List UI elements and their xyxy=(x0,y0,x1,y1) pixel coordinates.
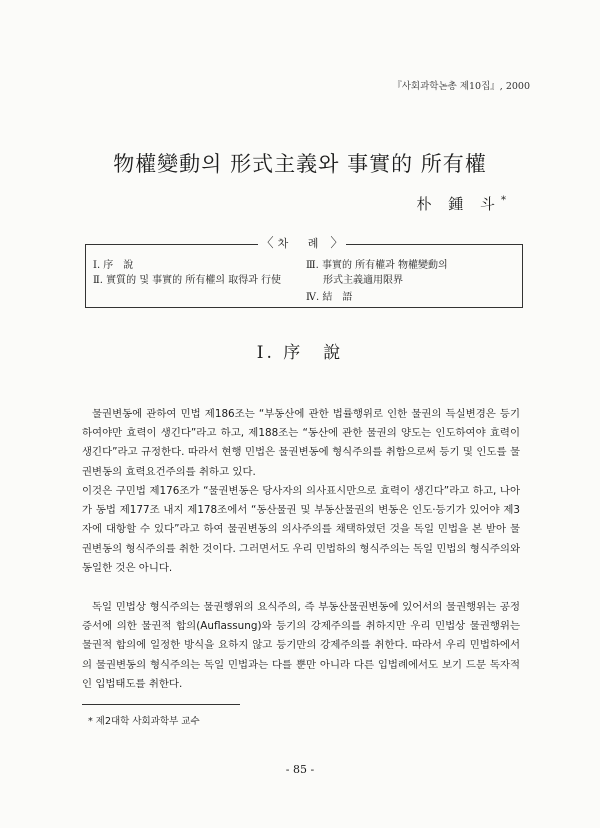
paper-title: 物權變動의 形式主義와 事實的 所有權 xyxy=(113,152,487,176)
journal-reference: 『사회과학논총 제10집』, 2000 xyxy=(392,81,530,92)
toc-item-1: Ⅰ. 序 說 xyxy=(93,260,134,271)
footnote: * 제2대학 사회과학부 교수 xyxy=(88,716,200,727)
body-paragraph-3: 독일 민법상 형식주의는 물권행위의 요식주의, 즉 부동산물권변동에 있어서의 물권행위는 공정증서에 의한 물권적 합의(Auflassung)와 등기의 강제주의를 취하지만 우리 민법상 물권행위는 물권적 합의에 일정한 방식을 요하지 않고 등기만의 강제주의를 취한다. 따라서 우리 민법하에서의 물권변동의 형식주의는 독일 민법과는 다를 뿐만 아니라 다른 입법례에서도 보기 드문 독자적인 입법태도를 취한다. xyxy=(82,601,520,690)
author-line xyxy=(416,193,506,214)
toc-right-bracket: 〉 xyxy=(330,236,344,251)
body-paragraph-2: 이것은 구민법 제176조가 “물권변동은 당사자의 의사표시만으로 효력이 생긴다”라고 하고, 나아가 동법 제177조 내지 제178조에서 “동산물권 및 부동산물권의 변동은 인도·등기가 있어야 제3자에 대항할 수 있다”라고 하여 물권변동의 의사주의를 채택하였던 것을 독일 민법을 본 받아 물권변동의 형식주의를 취한 것이다. 그러면서도 우리 민법하의 형식주의는 독일 민법의 형식주의와 동일한 것은 아니다. xyxy=(82,485,520,574)
author-name: 朴 鍾 斗 xyxy=(416,195,501,213)
author-footnote-mark: * xyxy=(501,195,506,206)
toc-item-2: Ⅱ. 實質的 및 事實的 所有權의 取得과 行使 xyxy=(93,275,282,286)
toc-left-bracket: 〈 xyxy=(260,236,274,251)
body-paragraph-1: 물권변동에 관하여 민법 제186조는 “부동산에 관한 법률행위로 인한 물권의 득실변경은 등기하여야만 효력이 생긴다”라고 하고, 제188조는 “동산에 관한 물권의 양도는 인도하여야 효력이 생긴다”라고 규정한다. 따라서 현행 민법은 물권변동에 형식주의를 취함으로써 등기 및 인도를 물권변동의 효력요건주의를 취하고 있다. xyxy=(82,408,520,478)
toc-heading xyxy=(258,234,346,254)
toc-item-3: Ⅲ. 事實的 所有權과 物權變動의 xyxy=(306,260,448,271)
footnote-divider xyxy=(82,704,240,705)
page-number: - 85 - xyxy=(285,763,315,776)
section-heading: Ⅰ. 序 說 xyxy=(256,343,344,363)
toc-item-3-continued: 形式主義適用限界 xyxy=(323,275,403,286)
toc-item-4: Ⅳ. 結 語 xyxy=(306,292,353,303)
toc-heading-text: 차 례 xyxy=(277,237,327,250)
